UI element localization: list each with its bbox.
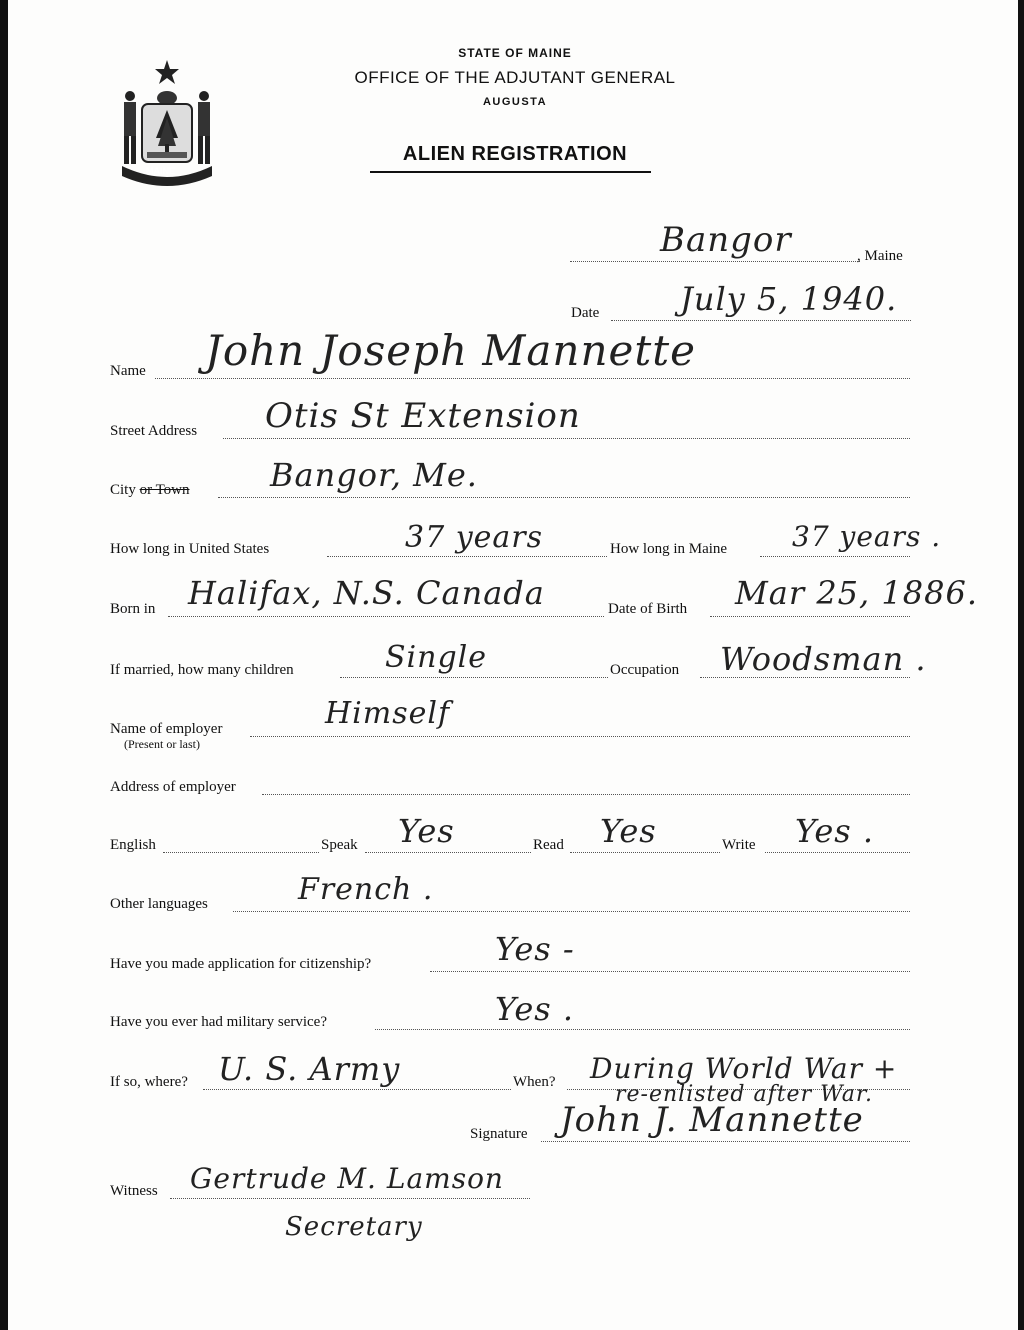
employer-line [250,736,910,737]
dob-line [710,616,910,617]
english-label: English [110,837,156,853]
witness-title: Secretary [285,1212,423,1242]
children-line [340,677,608,678]
where-line [203,1089,511,1090]
citizenship-label: Have you made application for citizenship? [110,956,372,972]
witness-line [170,1198,530,1199]
name-label: Name [110,363,146,379]
city-value: Bangor, Me. [270,456,478,494]
date-label: Date [571,305,600,321]
children-value: Single [385,640,488,675]
city-label-town: or Town [139,482,190,498]
military-line [375,1029,910,1030]
city-line [218,497,910,498]
children-label: If married, how many children [110,662,294,678]
read-value: Yes [600,812,657,850]
city-label [110,482,190,499]
employer-value: Himself [325,696,451,731]
employer-label: Name of employer [110,721,223,737]
when-value-line2: re-enlisted after War. [615,1082,873,1107]
how-long-us-value: 37 years [405,520,544,555]
office-heading: OFFICE OF THE ADJUTANT GENERAL [354,68,676,87]
where-value: U. S. Army [218,1050,401,1088]
born-in-label: Born in [110,601,156,617]
location-suffix: , Maine [857,248,903,264]
occupation-value: Woodsman . [720,640,927,678]
read-line [570,852,720,853]
when-value-line1: During World War + [590,1052,898,1085]
date-value: July 5, 1940. [680,280,898,318]
speak-label: Speak [321,837,358,853]
how-long-me-label: How long in Maine [610,541,728,557]
how-long-us-label: How long in United States [110,541,270,557]
street-value: Otis St Extension [265,396,581,436]
citizenship-value: Yes - [495,930,575,968]
speak-line [365,852,531,853]
signature-label: Signature [470,1126,528,1142]
signature-value: John J. Mannette [560,1100,864,1140]
employer-address-label: Address of employer [110,779,236,795]
other-languages-line [233,911,910,912]
employer-note: (Present or last) [124,737,200,751]
when-label: When? [513,1074,556,1090]
how-long-me-value: 37 years . [792,520,942,553]
dob-value: Mar 25, 1886. [735,574,978,612]
scan-border-left [0,0,8,1330]
street-line [223,438,910,439]
other-languages-value: French . [298,872,434,907]
how-long-us-line [327,556,607,557]
speak-value: Yes [398,812,455,850]
where-label: If so, where? [110,1074,188,1090]
seal-text: MAINE [146,166,175,176]
witness-label: Witness [110,1183,158,1199]
dob-label: Date of Birth [608,601,688,617]
location-line [570,261,860,262]
witness-value: Gertrude M. Lamson [190,1162,504,1195]
born-in-line [168,616,604,617]
city-heading: AUGUSTA [482,96,548,108]
employer-address-line [262,794,910,795]
write-label: Write [722,837,756,853]
street-label: Street Address [110,423,198,439]
write-line [765,852,910,853]
born-in-value: Halifax, N.S. Canada [188,574,545,612]
name-line [155,378,910,379]
write-value: Yes . [795,812,875,850]
location-value: Bangor [660,220,792,260]
other-languages-label: Other languages [110,896,208,912]
military-label: Have you ever had military service? [110,1014,327,1030]
how-long-me-line [760,556,910,557]
city-label-city: City [110,482,136,498]
date-line [611,320,911,321]
name-value: John Joseph Mannette [205,326,697,375]
english-line [163,852,319,853]
scan-border-right [1018,0,1024,1330]
military-value: Yes . [495,990,575,1028]
occupation-label: Occupation [610,662,680,678]
citizenship-line [430,971,910,972]
title-underline [370,171,651,173]
state-heading: STATE OF MAINE [458,46,572,60]
signature-line [541,1141,910,1142]
read-label: Read [533,837,564,853]
form-title: ALIEN REGISTRATION [402,143,628,165]
